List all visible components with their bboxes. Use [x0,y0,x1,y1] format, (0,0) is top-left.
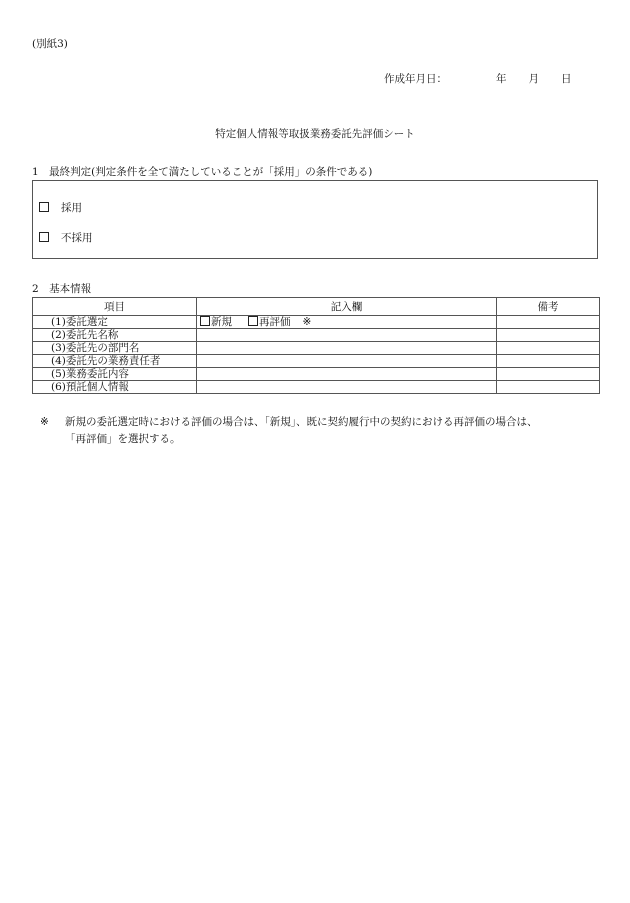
attachment-label: (別紙3) [32,38,68,50]
row-item-label: (3)委託先の部門名 [33,342,197,355]
checkbox-icon[interactable] [200,316,210,326]
year-unit: 年 [496,73,507,85]
decision-option-reject[interactable] [39,230,93,245]
entry-option-label: 新規 [211,316,232,328]
column-header-remarks: 備考 [497,298,600,316]
row-item-label: (2)委託先名称 [33,329,197,342]
entry-cell [197,316,497,329]
table-row [33,329,600,342]
note-text-1: 新規の委託選定時における評価の場合は、「新規」、既に契約履行中の契約における再評価の場合は、 [65,416,538,428]
entry-cell[interactable] [197,368,497,381]
reference-mark: ※ [302,316,312,328]
entry-cell[interactable] [197,342,497,355]
day-unit: 日 [561,73,572,85]
column-header-item: 項目 [33,298,197,316]
basic-info-heading: 2 基本情報 [32,283,92,295]
table-row [33,355,600,368]
entry-option-new[interactable] [200,316,248,328]
decision-option-label: 不採用 [61,232,93,244]
row-item-label: (5)業務委託内容 [33,368,197,381]
final-decision-box [32,180,598,259]
remarks-cell[interactable] [497,368,600,381]
remarks-cell[interactable] [497,342,600,355]
note-line-1 [40,414,600,431]
note-mark: ※ [40,416,49,428]
entry-option-reevaluate[interactable] [248,316,291,328]
checkbox-icon[interactable] [248,316,258,326]
remarks-cell[interactable] [497,329,600,342]
entry-cell[interactable] [197,381,497,394]
table-row [33,368,600,381]
table-row [33,342,600,355]
creation-date-line [384,71,572,86]
remarks-cell[interactable] [497,381,600,394]
remarks-cell[interactable] [497,316,600,329]
table-header-row [33,298,600,316]
selection-note [40,414,600,448]
table-row [33,381,600,394]
entry-option-label: 再評価 [259,316,291,328]
month-unit: 月 [528,73,539,85]
entry-cell[interactable] [197,329,497,342]
decision-option-label: 採用 [61,202,82,214]
basic-info-table [32,297,600,394]
entry-cell[interactable] [197,355,497,368]
note-text-2: 「再評価」を選択する。 [65,433,181,445]
row-item-label: (1)委託選定 [33,316,197,329]
creation-date-label: 作成年月日： [384,73,447,85]
remarks-cell[interactable] [497,355,600,368]
document-title: 特定個人情報等取扱業務委託先評価シート [215,128,415,140]
decision-option-adopt[interactable] [39,200,82,215]
checkbox-icon[interactable] [39,202,49,212]
row-item-label: (4)委託先の業務責任者 [33,355,197,368]
column-header-entry: 記入欄 [197,298,497,316]
table-row [33,316,600,329]
row-item-label: (6)預託個人情報 [33,381,197,394]
final-decision-heading: 1 最終判定(判定条件を全て満たしていることが「採用」の条件である) [32,166,373,178]
checkbox-icon[interactable] [39,232,49,242]
